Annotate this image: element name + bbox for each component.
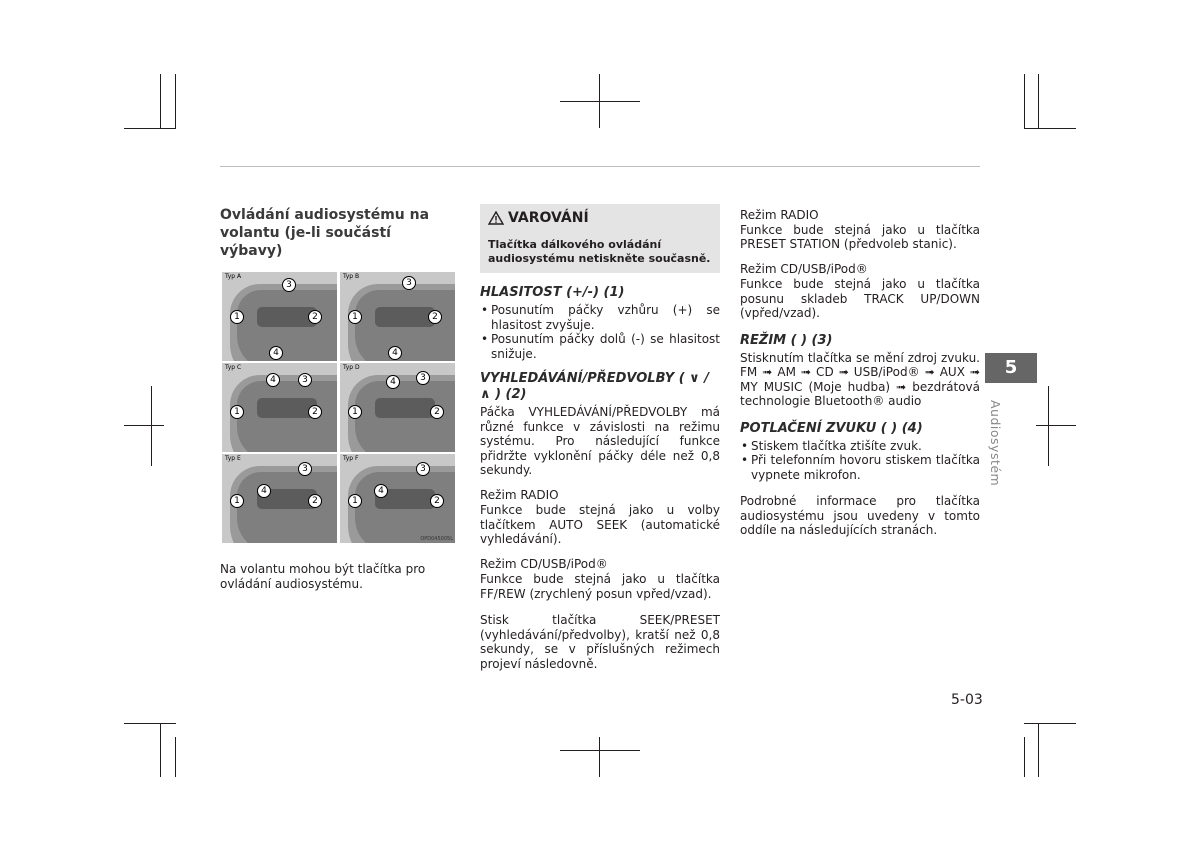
figure-panel-e: Typ E 3 4 1 2 <box>222 454 337 543</box>
list-item: • Stiskem tlačítka ztišíte zvuk. <box>740 439 980 454</box>
figure-panel-d: Typ D 4 3 1 2 <box>340 363 455 452</box>
crop-mark <box>124 723 176 724</box>
radio-mode-text: Funkce bude stejná jako u tlačítka PRESET STATION (předvoleb stanic). <box>740 222 980 251</box>
radio-mode-text: Funkce bude stejná jako u volby tlačítkem AUTO SEEK (automatické vyhledávání). <box>480 503 720 546</box>
volume-heading: HLASITOST (+/-) (1) <box>480 285 625 300</box>
list-item: • Posunutím páčky dolů (-) se hlasitost snižuje. <box>480 332 720 361</box>
footer-note: Podrobné informace pro tlačítka audiosystému jsou uvedeny v tomto oddíle na následujících stranách. <box>740 494 980 537</box>
figure-panel-f: Typ F 3 4 1 2 OPD045005L <box>340 454 455 543</box>
list-item: • Posunutím páčky vzhůru (+) se hlasitost zvyšuje. <box>480 303 720 332</box>
panel-label: Typ B <box>343 273 360 280</box>
column-1 <box>220 206 458 591</box>
crop-mark <box>560 101 640 102</box>
crop-mark <box>1036 425 1076 426</box>
crop-mark <box>175 74 176 128</box>
short-press-text: Stisk tlačítka SEEK/PRESET (vyhledávání/předvolby), kratší než 0,8 sekundy, se v příslušných režimech projeví následovně. <box>480 613 720 671</box>
crop-mark <box>1024 737 1025 777</box>
mode-text: Stisknutím tlačítka se mění zdroj zvuku. FM ➟ AM ➟ CD ➟ USB/iPod® ➟ AUX ➟ MY MUSIC (Moje hudba) ➟ bezdrátová technologie Bluetooth® audio <box>740 350 980 408</box>
list-item: • Při telefonním hovoru stiskem tlačítka vypnete mikrofon. <box>740 453 980 482</box>
chapter-tab: 5 <box>985 353 1037 383</box>
cd-mode-text: Funkce bude stejná jako u tlačítka posunu skladeb TRACK UP/DOWN (vpřed/vzad). <box>740 277 980 320</box>
crop-mark <box>1024 723 1076 724</box>
column-2 <box>480 204 720 671</box>
warning-title: VAROVÁNÍ <box>488 210 712 226</box>
column-3 <box>740 208 980 538</box>
crop-mark <box>151 386 152 466</box>
mute-list <box>740 439 980 483</box>
crop-mark <box>1038 723 1039 777</box>
seek-heading: VYHLEDÁVÁNÍ/PŘEDVOLBY ( ∨ / ∧ ) (2) <box>480 371 710 402</box>
panel-label: Typ F <box>343 455 359 462</box>
radio-mode-label: Režim RADIO <box>480 487 559 502</box>
volume-list <box>480 303 720 361</box>
crop-mark <box>160 723 161 777</box>
crop-mark <box>175 737 176 777</box>
cd-mode-label: Režim CD/USB/iPod® <box>740 261 868 276</box>
warning-text: Tlačítka dálkového ovládání audiosystému netiskněte současně. <box>488 238 711 265</box>
chapter-title: Audiosystém <box>988 400 1003 487</box>
crop-mark <box>1038 74 1039 128</box>
figure-panel-b: Typ B 3 1 2 4 <box>340 272 455 361</box>
warning-triangle-icon <box>488 211 504 225</box>
panel-label: Typ E <box>225 455 241 462</box>
figure-code: OPD045005L <box>420 536 453 542</box>
figure-caption: Na volantu mohou být tlačítka pro ovládání audiosystému. <box>220 562 426 591</box>
page-number: 5-03 <box>951 692 983 708</box>
cd-mode-text: Funkce bude stejná jako u tlačítka FF/REW (zrychlený posun vpřed/vzad). <box>480 572 720 601</box>
crop-mark <box>599 737 600 777</box>
radio-mode-label: Režim RADIO <box>740 208 819 222</box>
mode-heading: REŽIM ( ) (3) <box>740 332 833 348</box>
crop-mark <box>1024 74 1025 128</box>
crop-mark <box>124 425 164 426</box>
panel-label: Typ D <box>343 364 360 371</box>
seek-text: Páčka VYHLEDÁVÁNÍ/PŘEDVOLBY má různé funkce v závislosti na režimu systému. Pro následující funkce přidržte vyklonění páčky déle než 0,8 sekundy. <box>480 405 720 477</box>
crop-mark <box>1048 386 1049 466</box>
crop-mark <box>560 750 640 751</box>
steering-wheel-figure <box>220 270 457 544</box>
panel-label: Typ C <box>225 364 242 371</box>
figure-panel-a: Typ A 3 1 2 4 <box>222 272 337 361</box>
warning-box <box>480 204 720 273</box>
crop-mark <box>160 74 161 128</box>
crop-mark <box>1024 128 1076 129</box>
cd-mode-label: Režim CD/USB/iPod® <box>480 556 608 571</box>
figure-panel-c: Typ C 4 3 1 2 <box>222 363 337 452</box>
header-rule <box>220 166 980 167</box>
section-heading: Ovládání audiosystému na volantu (je-li součástí výbavy) <box>220 207 430 259</box>
mute-heading: POTLAČENÍ ZVUKU ( ) (4) <box>740 420 923 436</box>
panel-label: Typ A <box>225 273 242 280</box>
crop-mark <box>124 128 176 129</box>
